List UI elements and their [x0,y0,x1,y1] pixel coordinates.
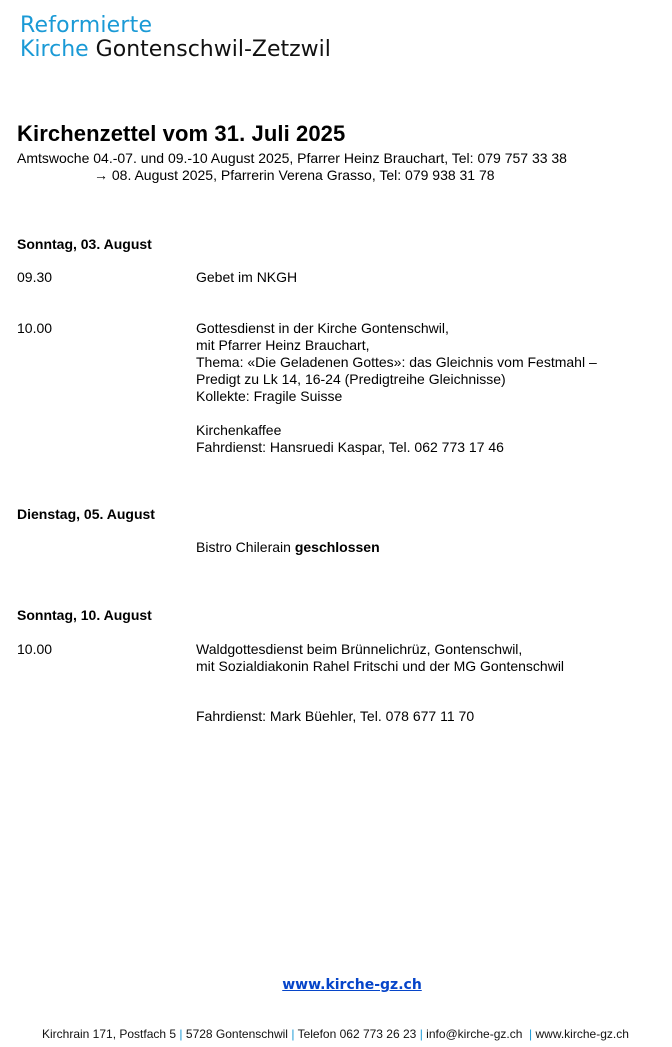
footer-separator: | [419,1027,423,1041]
entry-line-spacer [196,405,597,422]
entry-line: Gebet im NKGH [196,269,298,285]
entry-line: Thema: «Die Geladenen Gottes»: das Gleichnis vom Festmahl – [196,354,597,370]
entry-line: Waldgottesdienst beim Brünnelichrüz, Gontenschwil, [196,641,523,657]
footer-separator: | [291,1027,295,1041]
entry-description [196,539,380,556]
entry-description [196,320,597,456]
logo-word-kirche: Kirche [20,37,89,62]
footer-email[interactable]: info@kirche-gz.ch [426,1027,523,1041]
page-title: Kirchenzettel vom 31. Juli 2025 [17,121,346,146]
website-link[interactable]: www.kirche-gz.ch [282,977,422,993]
entry-line: Fahrdienst: Mark Büehler, Tel. 078 677 11 70 [196,708,475,724]
day-heading: Dienstag, 05. August [17,506,155,522]
church-logo [20,14,331,62]
day-heading: Sonntag, 10. August [17,607,152,623]
entry-text: Bistro Chilerain [196,539,295,555]
entry-line: Kirchenkaffee [196,422,282,438]
entry-description [196,641,564,675]
entry-text-bold: geschlossen [294,539,380,555]
logo-word-parish: Gontenschwil-Zetzwil [88,37,331,62]
entry-line: Predigt zu Lk 14, 16-24 (Predigtreihe Gleichnisse) [196,371,506,387]
footer-phone: Telefon 062 773 26 23 [297,1027,417,1041]
entry-time: 10.00 [17,641,53,657]
footer [42,1027,629,1041]
entry-line: Kollekte: Fragile Suisse [196,388,343,404]
entry-description [196,708,474,725]
subtitle-line-1: Amtswoche 04.-07. und 09.-10 August 2025, Pfarrer Heinz Brauchart, Tel: 079 757 33 38 [17,150,567,166]
entry-time: 10.00 [17,320,53,336]
footer-separator: | [529,1027,533,1041]
entry-line: Fahrdienst: Hansruedi Kaspar, Tel. 062 773 17 46 [196,439,504,455]
subtitle-line-2: → 08. August 2025, Pfarrerin Verena Grasso, Tel: 079 938 31 78 [94,167,495,183]
footer-city: 5728 Gontenschwil [185,1027,288,1041]
entry-time: 09.30 [17,269,53,285]
footer-separator: | [179,1027,183,1041]
logo-line-1: Reformierte [20,13,153,38]
day-heading: Sonntag, 03. August [17,236,152,252]
footer-web[interactable]: www.kirche-gz.ch [535,1027,629,1041]
entry-description [196,269,297,286]
entry-line: mit Pfarrer Heinz Brauchart, [196,337,370,353]
entry-line: Gottesdienst in der Kirche Gontenschwil, [196,320,449,336]
logo-line-2 [20,38,331,62]
entry-line: mit Sozialdiakonin Rahel Fritschi und der MG Gontenschwil [196,658,565,674]
footer-address: Kirchrain 171, Postfach 5 [42,1027,177,1041]
